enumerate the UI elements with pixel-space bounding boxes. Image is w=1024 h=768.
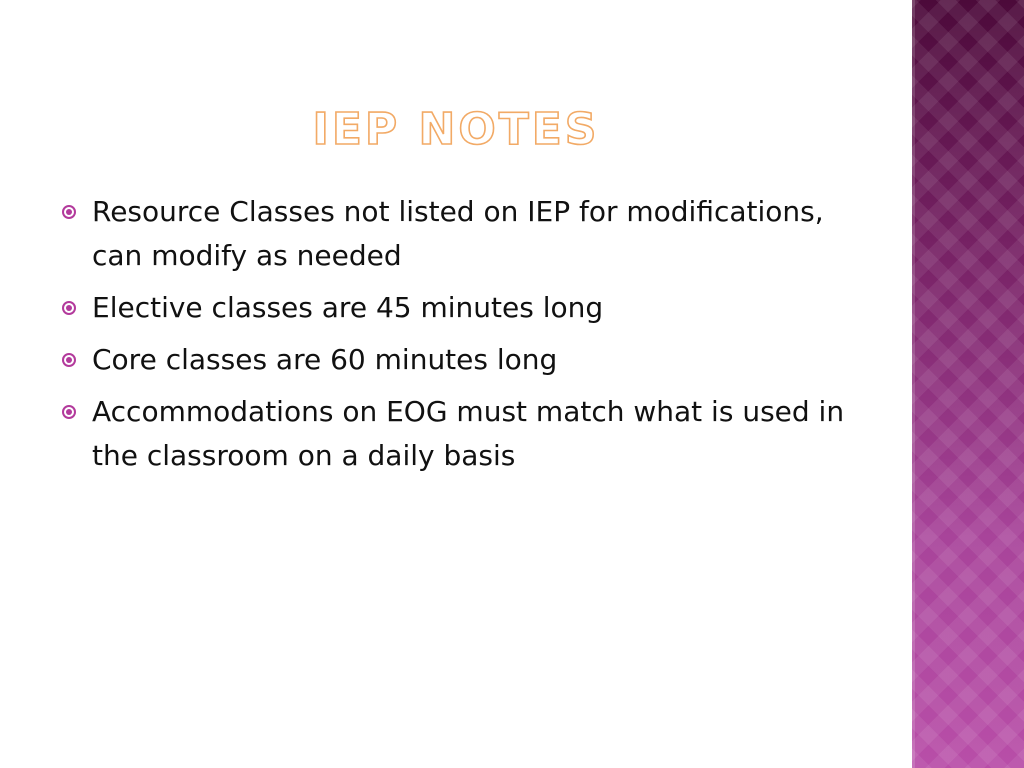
slide-title: IEP NOTES [312, 104, 600, 155]
list-item [62, 190, 862, 278]
list-item-text: Accommodations on EOG must match what is used in the classroom on a daily basis [92, 395, 845, 472]
list-item-text: Core classes are 60 minutes long [92, 343, 558, 376]
bullet-list [62, 190, 862, 486]
circle-dot-bullet-icon [62, 353, 76, 367]
decorative-side-band [912, 0, 1024, 768]
list-item [62, 390, 862, 478]
list-item-text: Elective classes are 45 minutes long [92, 291, 604, 324]
circle-dot-bullet-icon [62, 405, 76, 419]
circle-dot-bullet-icon [62, 301, 76, 315]
list-item [62, 338, 862, 382]
list-item-text: Resource Classes not listed on IEP for modifications, can modify as needed [92, 195, 824, 272]
circle-dot-bullet-icon [62, 205, 76, 219]
list-item [62, 286, 862, 330]
